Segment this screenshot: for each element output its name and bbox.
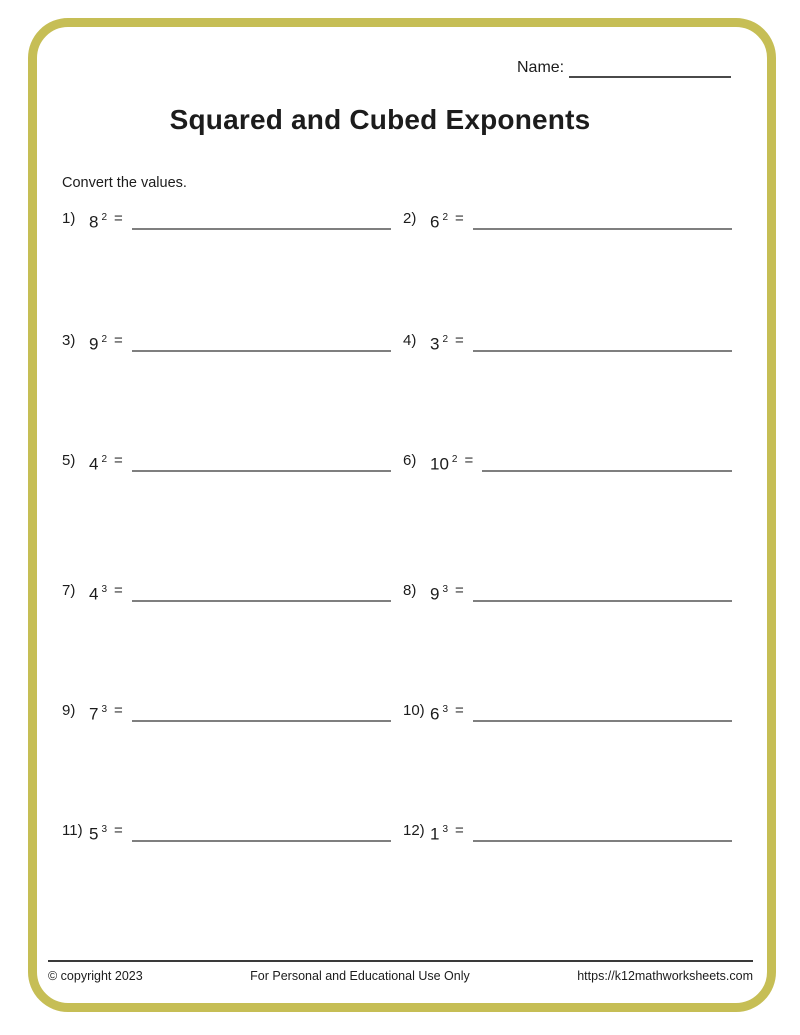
problem-number: 6): [403, 452, 417, 469]
problem-item-2: [403, 208, 732, 233]
base-number: 4: [89, 454, 99, 474]
problem-number: 9): [62, 702, 76, 719]
problem-number: 8): [403, 582, 417, 599]
equals-sign: =: [455, 702, 464, 719]
problem-item-3: [62, 330, 391, 355]
problem-item-5: [62, 450, 391, 475]
equals-sign: =: [114, 332, 123, 349]
exponent-expression: [430, 580, 448, 605]
equals-sign: =: [114, 452, 123, 469]
exponent: 3: [442, 704, 449, 715]
problem-item-12: [403, 820, 732, 845]
name-label: Name:: [517, 59, 565, 76]
problem-number: 3): [62, 332, 76, 349]
website-url[interactable]: https://k12mathworksheets.com: [577, 969, 753, 983]
equals-sign: =: [455, 582, 464, 599]
page-title: Squared and Cubed Exponents: [169, 104, 591, 135]
equals-sign: =: [114, 702, 123, 719]
footer: [48, 960, 753, 983]
problem-item-6: [403, 450, 732, 475]
exponent-expression: [430, 450, 457, 475]
exponent: 3: [442, 584, 449, 595]
exponent: 3: [101, 824, 108, 835]
answer-blank-line[interactable]: [132, 580, 391, 602]
problem-item-8: [403, 580, 732, 605]
answer-blank-line[interactable]: [132, 330, 391, 352]
problem-number: 2): [403, 210, 417, 227]
problem-number: 7): [62, 582, 76, 599]
instructions-text: Convert the values.: [62, 175, 187, 191]
exponent-expression: [430, 208, 448, 233]
exponent-expression: [430, 820, 448, 845]
base-number: 4: [89, 584, 99, 604]
equals-sign: =: [455, 332, 464, 349]
problem-number: 1): [62, 210, 76, 227]
exponent-expression: [89, 700, 107, 725]
equals-sign: =: [114, 822, 123, 839]
problem-number: 11): [62, 822, 83, 839]
answer-blank-line[interactable]: [473, 330, 732, 352]
exponent: 3: [442, 824, 449, 835]
base-number: 7: [89, 704, 99, 724]
answer-blank-line[interactable]: [473, 208, 732, 230]
equals-sign: =: [464, 452, 474, 469]
problem-item-7: [62, 580, 391, 605]
base-number: 9: [89, 334, 99, 354]
problem-number: 10): [403, 702, 425, 719]
equals-sign: =: [455, 210, 464, 227]
usage-text: For Personal and Educational Use Only: [250, 969, 470, 983]
problem-number: 12): [403, 822, 425, 839]
answer-blank-line[interactable]: [482, 450, 732, 472]
exponent: 2: [101, 212, 108, 223]
base-number: 6: [430, 704, 440, 724]
exponent: 2: [101, 334, 108, 345]
problem-item-10: [403, 700, 732, 725]
base-number: 6: [430, 212, 440, 232]
answer-blank-line[interactable]: [473, 580, 732, 602]
decorative-border: [28, 18, 776, 1012]
answer-blank-line[interactable]: [132, 208, 391, 230]
exponent-expression: [89, 450, 107, 475]
copyright-text: © copyright 2023: [48, 969, 143, 983]
answer-blank-line[interactable]: [473, 820, 732, 842]
problem-item-11: [62, 820, 391, 845]
exponent: 2: [442, 212, 449, 223]
problem-number: 4): [403, 332, 417, 349]
base-number: 10: [430, 454, 449, 474]
exponent-expression: [89, 580, 107, 605]
answer-blank-line[interactable]: [132, 820, 391, 842]
base-number: 1: [430, 824, 440, 844]
answer-blank-line[interactable]: [132, 700, 391, 722]
exponent-expression: [89, 820, 107, 845]
base-number: 5: [89, 824, 99, 844]
exponent-expression: [89, 208, 107, 233]
problem-number: 5): [62, 452, 76, 469]
base-number: 9: [430, 584, 440, 604]
base-number: 3: [430, 334, 440, 354]
equals-sign: =: [455, 822, 464, 839]
base-number: 8: [89, 212, 99, 232]
exponent-expression: [430, 700, 448, 725]
problem-item-1: [62, 208, 391, 233]
equals-sign: =: [114, 210, 123, 227]
exponent: 2: [101, 454, 108, 465]
exponent: 3: [101, 704, 108, 715]
problem-item-4: [403, 330, 732, 355]
exponent: 2: [451, 454, 458, 465]
name-blank-line[interactable]: [569, 59, 731, 78]
answer-blank-line[interactable]: [473, 700, 732, 722]
exponent-expression: [89, 330, 107, 355]
exponent: 2: [442, 334, 449, 345]
exponent-expression: [430, 330, 448, 355]
answer-blank-line[interactable]: [132, 450, 391, 472]
problem-item-9: [62, 700, 391, 725]
equals-sign: =: [114, 582, 123, 599]
exponent: 3: [101, 584, 108, 595]
name-row: [517, 58, 731, 78]
